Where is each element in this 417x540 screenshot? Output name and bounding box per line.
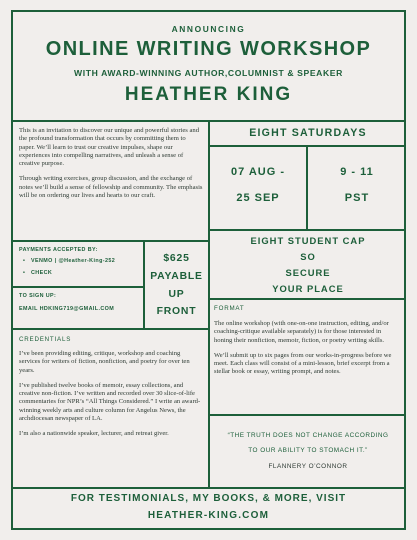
credentials-label: CREDENTIALS — [19, 336, 72, 343]
cap-line-1: EIGHT STUDENT CAP — [250, 235, 366, 246]
announcing-label: ANNOUNCING — [171, 24, 246, 34]
dates-line-1: 07 AUG - — [230, 166, 286, 178]
credentials-paragraph-3: I’m also a nationwide speaker, lecturer, and retreat giver. — [19, 430, 169, 438]
format-paragraph-2: We’ll submit up to six pages from our works-in-progress before we meet. Each class will consist of a mini-lesson, brief excerpt from a stellar book or essay, writing prompt, and notes. — [214, 351, 392, 376]
dates-line-2: 25 SEP — [236, 192, 280, 204]
divider-credentials-top — [11, 328, 208, 330]
payment-item-check: • CHECK — [23, 270, 53, 276]
time-line-1: 9 - 11 — [340, 166, 374, 178]
format-paragraph-1: The online workshop (with one-on-one instruction, editing, and/or coaching-critique available separately) is for those interested in honing their nonfiction, memoir, fiction, or poetry writing skills. — [214, 320, 389, 344]
footer-website-link[interactable]: HEATHER-KING.COM — [147, 510, 270, 521]
cap-line-2: SO — [300, 251, 316, 262]
intro-section — [19, 127, 203, 207]
divider-payments-bottom — [11, 286, 143, 288]
price-amount: $625 — [163, 253, 190, 264]
quote-author: FLANNERY O’CONNOR — [268, 463, 348, 470]
format-section — [214, 320, 401, 384]
divider-format-bottom — [208, 414, 406, 416]
author-name: HEATHER KING — [124, 84, 293, 105]
signup-email: EMAIL HDKING719@GMAIL.COM — [19, 306, 115, 312]
quote-line-1: “THE TRUTH DOES NOT CHANGE ACCORDING — [227, 432, 389, 439]
credentials-section — [19, 350, 203, 446]
payment-item-venmo: • VENMO | @Heather-King-252 — [23, 258, 116, 264]
divider-cap-bottom — [208, 298, 406, 300]
intro-paragraph-1: This is an invitation to discover our unique and powerful stories and the profound transformation that occurs by committing them to paper. We’ll learn to trust our creative impulses, shape our experiences into compelling narratives, and unleash a sense of creative purpose. — [19, 127, 200, 168]
time-line-2: PST — [344, 192, 370, 204]
cap-line-4: YOUR PLACE — [272, 283, 344, 294]
payment-item-venmo-text: VENMO | @Heather-King-252 — [30, 258, 116, 264]
workshop-title: ONLINE WRITING WORKSHOP — [45, 38, 372, 60]
footer-line-1: FOR TESTIMONIALS, MY BOOKS, & MORE, VISIT — [70, 493, 347, 504]
signup-label: TO SIGN UP: — [19, 293, 57, 299]
price-front: FRONT — [156, 306, 197, 317]
payments-label: PAYMENTS ACCEPTED BY: — [19, 247, 98, 253]
credentials-paragraph-2: I’ve published twelve books of memoir, essay collections, and creative non-fiction. I’ve written and recorded over 30 slice-of-life commentaries for NPR’s “All Things Considered.” I write an award-winning weekly arts and culture column for Angelus News, the archdiocesan newspaper of LA. — [19, 381, 201, 423]
price-payable: PAYABLE — [150, 271, 203, 282]
divider-footer-top — [11, 487, 406, 489]
format-label: FORMAT — [214, 305, 245, 312]
divider-schedule-middle — [306, 145, 308, 229]
intro-paragraph-2: Through writing exercises, group discussion, and the exchange of notes we’ll build a sense of fellowship and community. The emphasis will be on ordering our lives and hearts to our craft. — [19, 175, 203, 200]
divider-intro-bottom — [11, 240, 208, 242]
credentials-paragraph-1: I’ve been providing editing, critique, workshop and coaching services for writers of fiction, nonfiction, and poetry for over ten years. — [19, 350, 190, 374]
payment-item-check-text: CHECK — [30, 270, 53, 276]
price-up: UP — [168, 289, 185, 300]
quote-line-2: TO OUR ABILITY TO STOMACH IT.” — [248, 447, 368, 454]
cap-line-3: SECURE — [285, 267, 331, 278]
schedule-heading: EIGHT SATURDAYS — [249, 127, 367, 139]
divider-schedule-bottom — [208, 229, 406, 231]
with-author-line: WITH AWARD-WINNING AUTHOR,COLUMNIST & SPEAKER — [74, 68, 343, 78]
